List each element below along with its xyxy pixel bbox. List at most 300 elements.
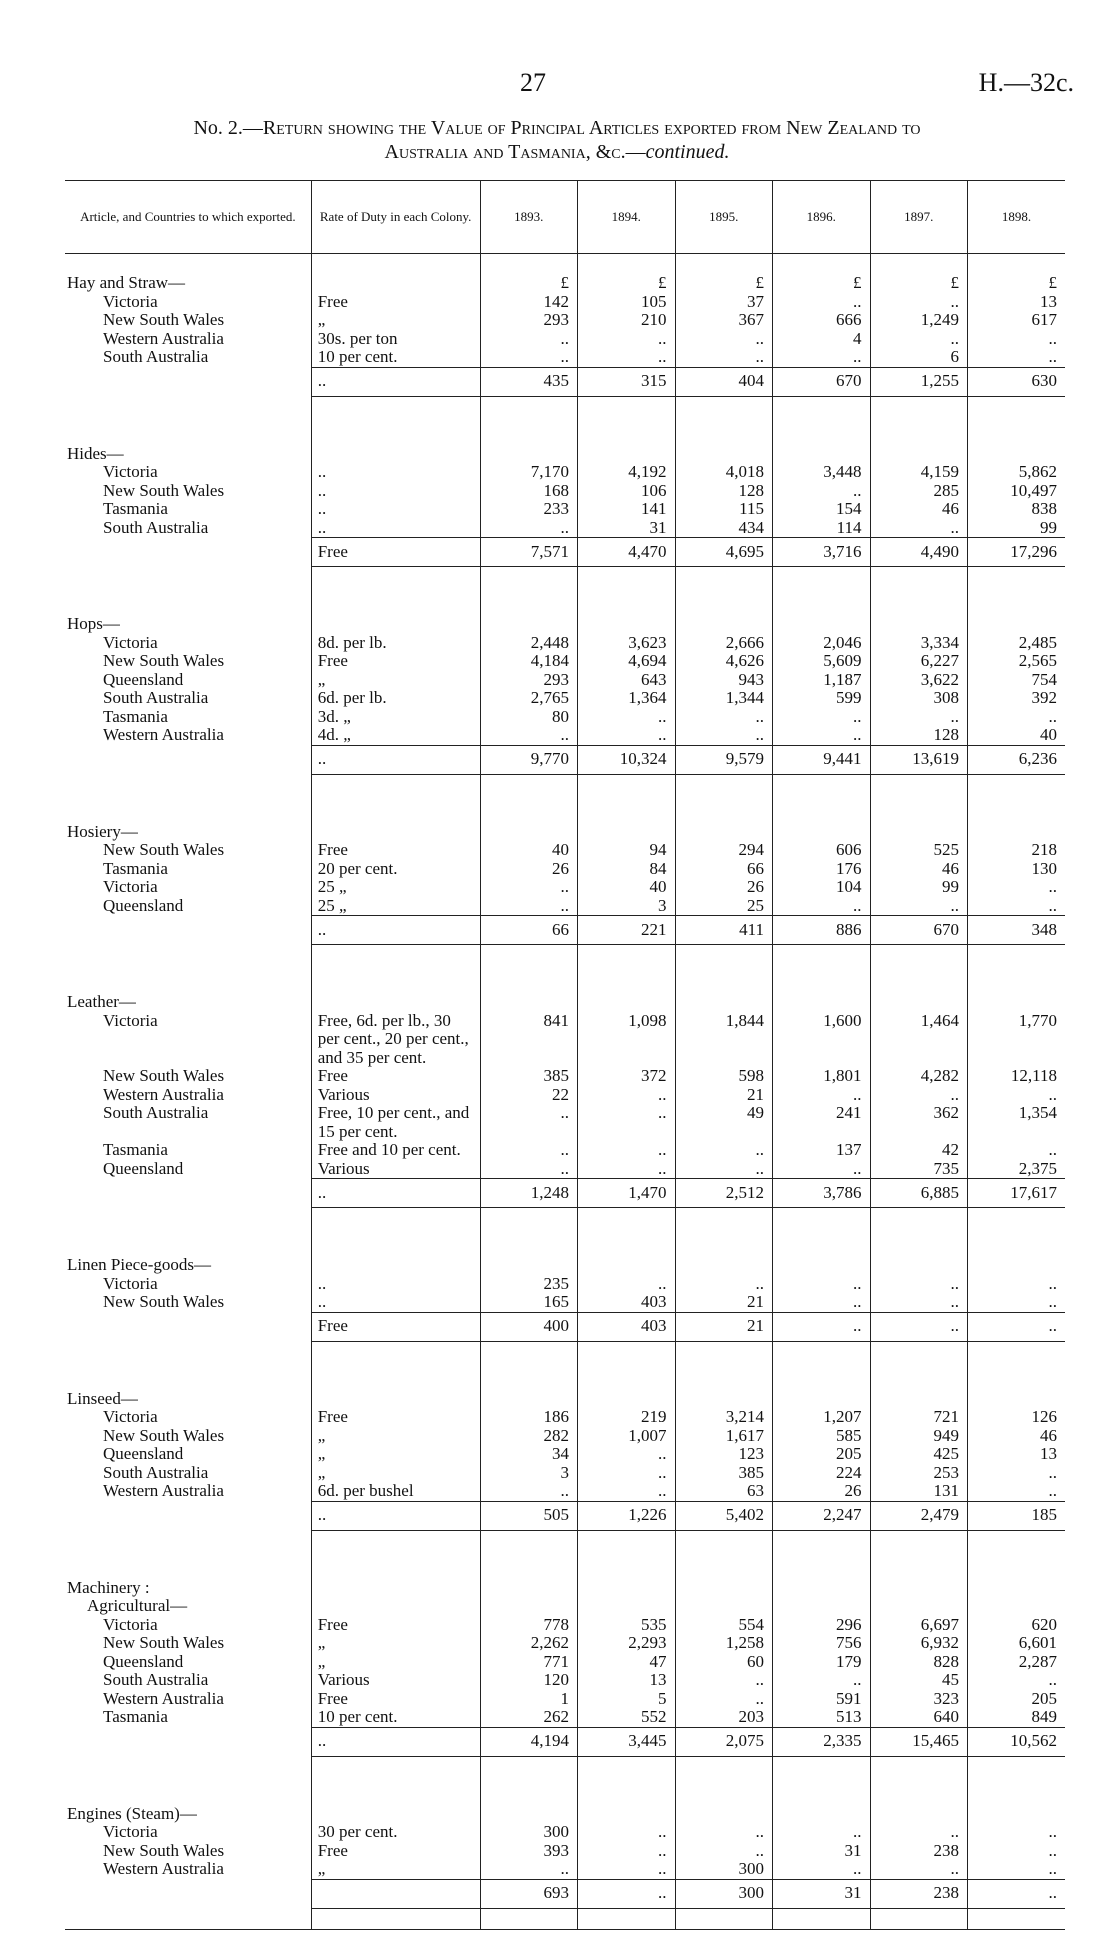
currency-cell: £ bbox=[675, 274, 772, 293]
value-cell: 2,046 bbox=[773, 634, 870, 653]
table-row bbox=[65, 1464, 1065, 1483]
total-rate: .. bbox=[311, 745, 480, 774]
table-row bbox=[65, 293, 1065, 312]
value-cell: 6,601 bbox=[967, 1634, 1065, 1653]
spacer-cell bbox=[870, 567, 967, 616]
total-label bbox=[65, 1727, 311, 1756]
value-cell: 666 bbox=[773, 311, 870, 330]
duty-rate: 25 „ bbox=[311, 897, 480, 916]
duty-rate: 30 per cent. bbox=[311, 1823, 480, 1842]
spacer-cell bbox=[675, 1341, 772, 1390]
spacer-cell bbox=[578, 774, 675, 823]
total-value: 2,247 bbox=[773, 1501, 870, 1530]
value-cell: 142 bbox=[480, 293, 577, 312]
total-value: 670 bbox=[870, 916, 967, 945]
value-cell: 6,697 bbox=[870, 1616, 967, 1635]
table-row bbox=[65, 671, 1065, 690]
value-cell: .. bbox=[870, 519, 967, 538]
value-cell: .. bbox=[578, 1104, 675, 1141]
value-cell: .. bbox=[675, 1690, 772, 1709]
value-cell: 210 bbox=[578, 311, 675, 330]
spacer-cell bbox=[870, 396, 967, 445]
value-cell: 3,623 bbox=[578, 634, 675, 653]
value-cell bbox=[675, 1805, 772, 1824]
table-body bbox=[65, 254, 1065, 1930]
value-cell: 141 bbox=[578, 500, 675, 519]
spacer-cell bbox=[773, 1208, 870, 1257]
table-row bbox=[65, 1597, 1065, 1616]
spacer-cell bbox=[675, 945, 772, 994]
header-year: 1897. bbox=[870, 181, 967, 254]
value-cell: .. bbox=[480, 878, 577, 897]
value-cell: 385 bbox=[675, 1464, 772, 1483]
spacer-cell bbox=[65, 774, 311, 823]
spacer-cell bbox=[65, 1341, 311, 1390]
table-row bbox=[65, 567, 1065, 616]
value-cell: 585 bbox=[773, 1427, 870, 1446]
value-cell bbox=[870, 1390, 967, 1409]
value-cell: 754 bbox=[967, 671, 1065, 690]
duty-rate: 6d. per bushel bbox=[311, 1482, 480, 1501]
title-line-2: Australia and Tasmania, &c.— bbox=[384, 141, 646, 163]
table-row bbox=[65, 945, 1065, 994]
total-value: 17,296 bbox=[967, 538, 1065, 567]
total-value: 9,441 bbox=[773, 745, 870, 774]
table-row bbox=[65, 1408, 1065, 1427]
table-row bbox=[65, 1805, 1065, 1824]
value-cell: 1,098 bbox=[578, 1012, 675, 1068]
value-cell: .. bbox=[480, 330, 577, 349]
table-row bbox=[65, 615, 1065, 634]
total-value: 315 bbox=[578, 367, 675, 396]
table-row bbox=[65, 1104, 1065, 1141]
value-cell: 63 bbox=[675, 1482, 772, 1501]
table-row bbox=[65, 1067, 1065, 1086]
value-cell bbox=[578, 823, 675, 842]
spacer-cell bbox=[870, 1341, 967, 1390]
rate-cell bbox=[311, 1805, 480, 1824]
header-year: 1894. bbox=[578, 181, 675, 254]
spacer-cell bbox=[311, 396, 480, 445]
value-cell: 40 bbox=[578, 878, 675, 897]
value-cell: 49 bbox=[675, 1104, 772, 1141]
table-row bbox=[65, 878, 1065, 897]
spacer-cell bbox=[675, 254, 772, 275]
value-cell: .. bbox=[675, 708, 772, 727]
table-row bbox=[65, 1530, 1065, 1579]
total-value: 670 bbox=[773, 367, 870, 396]
total-rate: Free bbox=[311, 538, 480, 567]
value-cell: .. bbox=[870, 1275, 967, 1294]
value-cell bbox=[773, 1579, 870, 1598]
value-cell bbox=[675, 1597, 772, 1616]
subsection-name: Agricultural— bbox=[87, 1596, 188, 1615]
value-cell bbox=[773, 1390, 870, 1409]
value-cell: 3 bbox=[578, 897, 675, 916]
section-name: Hides— bbox=[67, 443, 124, 463]
section-name: Hosiery— bbox=[67, 821, 138, 841]
header-year: 1898. bbox=[967, 181, 1065, 254]
value-cell: 31 bbox=[773, 1842, 870, 1861]
country-name: Tasmania bbox=[103, 1140, 168, 1159]
value-cell bbox=[773, 1256, 870, 1275]
table-row bbox=[65, 1842, 1065, 1861]
total-value: 10,562 bbox=[967, 1727, 1065, 1756]
value-cell: .. bbox=[480, 1482, 577, 1501]
value-cell bbox=[480, 823, 577, 842]
value-cell: 3,214 bbox=[675, 1408, 772, 1427]
value-cell: 176 bbox=[773, 860, 870, 879]
value-cell bbox=[967, 823, 1065, 842]
value-cell: 137 bbox=[773, 1141, 870, 1160]
value-cell: 6,227 bbox=[870, 652, 967, 671]
table-row bbox=[65, 1756, 1065, 1805]
value-cell: 643 bbox=[578, 671, 675, 690]
rate-cell bbox=[311, 615, 480, 634]
value-cell: .. bbox=[578, 1445, 675, 1464]
value-cell: 40 bbox=[967, 726, 1065, 745]
value-cell: 26 bbox=[773, 1482, 870, 1501]
table-row bbox=[65, 689, 1065, 708]
value-cell: .. bbox=[675, 1160, 772, 1179]
value-cell: 131 bbox=[870, 1482, 967, 1501]
value-cell: .. bbox=[967, 1482, 1065, 1501]
value-cell: 620 bbox=[967, 1616, 1065, 1635]
value-cell: 66 bbox=[675, 860, 772, 879]
country-name: New South Wales bbox=[103, 1292, 225, 1311]
value-cell bbox=[578, 993, 675, 1012]
spacer-cell bbox=[578, 1341, 675, 1390]
value-cell: 771 bbox=[480, 1653, 577, 1672]
country-name: Victoria bbox=[103, 1273, 158, 1293]
value-cell bbox=[578, 1579, 675, 1598]
country-name: New South Wales bbox=[103, 310, 225, 329]
spacer-cell bbox=[870, 1208, 967, 1257]
header-year: 1895. bbox=[675, 181, 772, 254]
duty-rate: „ bbox=[311, 1634, 480, 1653]
table-row bbox=[65, 1445, 1065, 1464]
spacer-cell bbox=[773, 1756, 870, 1805]
spacer-cell bbox=[870, 254, 967, 275]
value-cell: .. bbox=[967, 708, 1065, 727]
value-cell: .. bbox=[870, 708, 967, 727]
value-cell: 179 bbox=[773, 1653, 870, 1672]
value-cell: .. bbox=[675, 726, 772, 745]
value-cell: 21 bbox=[675, 1086, 772, 1105]
value-cell bbox=[675, 615, 772, 634]
country-name: Queensland bbox=[103, 895, 184, 915]
value-cell: .. bbox=[967, 1275, 1065, 1294]
value-cell: 34 bbox=[480, 1445, 577, 1464]
value-cell: 4,694 bbox=[578, 652, 675, 671]
spacer-cell bbox=[967, 396, 1065, 445]
value-cell: .. bbox=[675, 348, 772, 367]
value-cell: .. bbox=[578, 348, 675, 367]
duty-rate: 30s. per ton bbox=[311, 330, 480, 349]
table-row bbox=[65, 1579, 1065, 1598]
value-cell: 2,293 bbox=[578, 1634, 675, 1653]
spacer-cell bbox=[311, 774, 480, 823]
total-value: 4,470 bbox=[578, 538, 675, 567]
value-cell: .. bbox=[773, 1086, 870, 1105]
value-cell: 1,207 bbox=[773, 1408, 870, 1427]
value-cell: 46 bbox=[967, 1427, 1065, 1446]
value-cell: 1,258 bbox=[675, 1634, 772, 1653]
value-cell: 828 bbox=[870, 1653, 967, 1672]
value-cell: 123 bbox=[675, 1445, 772, 1464]
value-cell: 262 bbox=[480, 1708, 577, 1727]
spacer-cell bbox=[311, 1756, 480, 1805]
value-cell: 2,448 bbox=[480, 634, 577, 653]
value-cell: .. bbox=[870, 1860, 967, 1879]
value-cell bbox=[870, 1579, 967, 1598]
total-value: 3,445 bbox=[578, 1727, 675, 1756]
table-row bbox=[65, 841, 1065, 860]
duty-rate: .. bbox=[311, 519, 480, 538]
value-cell: .. bbox=[773, 293, 870, 312]
value-cell: 205 bbox=[773, 1445, 870, 1464]
country-name: Victoria bbox=[103, 632, 158, 652]
total-value: .. bbox=[967, 1879, 1065, 1908]
total-value: 3,716 bbox=[773, 538, 870, 567]
value-cell bbox=[967, 1579, 1065, 1598]
value-cell: 385 bbox=[480, 1067, 577, 1086]
end-cell bbox=[578, 1908, 675, 1929]
table-title bbox=[0, 116, 1114, 164]
table-row bbox=[65, 1293, 1065, 1312]
value-cell bbox=[967, 1390, 1065, 1409]
value-cell: 1,344 bbox=[675, 689, 772, 708]
spacer-cell bbox=[578, 1756, 675, 1805]
rate-cell bbox=[311, 823, 480, 842]
value-cell: 106 bbox=[578, 482, 675, 501]
value-cell: .. bbox=[578, 1464, 675, 1483]
spacer-cell bbox=[773, 396, 870, 445]
value-cell: 115 bbox=[675, 500, 772, 519]
table-row bbox=[65, 916, 1065, 945]
value-cell bbox=[578, 445, 675, 464]
country-name: Tasmania bbox=[103, 1707, 168, 1726]
value-cell: 3 bbox=[480, 1464, 577, 1483]
value-cell: 4,184 bbox=[480, 652, 577, 671]
spacer-cell bbox=[480, 1208, 577, 1257]
total-value: 4,695 bbox=[675, 538, 772, 567]
table-row bbox=[65, 1312, 1065, 1341]
table-row bbox=[65, 823, 1065, 842]
spacer-cell bbox=[65, 396, 311, 445]
table-row bbox=[65, 445, 1065, 464]
section-name: Hay and Straw— bbox=[67, 273, 186, 292]
country-name: Tasmania bbox=[103, 858, 168, 878]
total-label bbox=[65, 367, 311, 396]
duty-rate: Free bbox=[311, 1690, 480, 1709]
value-cell: .. bbox=[967, 878, 1065, 897]
value-cell bbox=[773, 1805, 870, 1824]
value-cell: 1,600 bbox=[773, 1012, 870, 1068]
value-cell: 104 bbox=[773, 878, 870, 897]
value-cell: 31 bbox=[578, 519, 675, 538]
table-row bbox=[65, 330, 1065, 349]
total-value: 2,512 bbox=[675, 1179, 772, 1208]
value-cell: 2,485 bbox=[967, 634, 1065, 653]
header-rate: Rate of Duty in each Colony. bbox=[311, 181, 480, 254]
country-name: South Australia bbox=[103, 517, 209, 537]
total-rate: Free bbox=[311, 1312, 480, 1341]
value-cell bbox=[480, 1597, 577, 1616]
value-cell: 6 bbox=[870, 348, 967, 367]
value-cell: .. bbox=[773, 897, 870, 916]
total-value: 886 bbox=[773, 916, 870, 945]
table-row bbox=[65, 538, 1065, 567]
value-cell: 535 bbox=[578, 1616, 675, 1635]
currency-cell: £ bbox=[967, 274, 1065, 293]
table-row bbox=[65, 860, 1065, 879]
total-value: 505 bbox=[480, 1501, 577, 1530]
total-value: 630 bbox=[967, 367, 1065, 396]
value-cell: 238 bbox=[870, 1842, 967, 1861]
value-cell bbox=[870, 615, 967, 634]
country-name: Victoria bbox=[103, 1614, 158, 1634]
value-cell bbox=[773, 823, 870, 842]
value-cell: 154 bbox=[773, 500, 870, 519]
value-cell: 949 bbox=[870, 1427, 967, 1446]
value-cell: .. bbox=[870, 330, 967, 349]
total-label bbox=[65, 1501, 311, 1530]
spacer-cell bbox=[773, 254, 870, 275]
value-cell: 4,159 bbox=[870, 463, 967, 482]
value-cell: 1,249 bbox=[870, 311, 967, 330]
total-value: 6,885 bbox=[870, 1179, 967, 1208]
value-cell bbox=[870, 445, 967, 464]
spacer-cell bbox=[967, 567, 1065, 616]
value-cell: .. bbox=[773, 708, 870, 727]
spacer-cell bbox=[311, 254, 480, 275]
value-cell: 219 bbox=[578, 1408, 675, 1427]
value-cell bbox=[675, 1256, 772, 1275]
total-value: 31 bbox=[773, 1879, 870, 1908]
table-row bbox=[65, 254, 1065, 275]
table-row bbox=[65, 634, 1065, 653]
currency-cell: £ bbox=[773, 274, 870, 293]
rate-cell bbox=[311, 445, 480, 464]
table-row bbox=[65, 1908, 1065, 1929]
header-row bbox=[65, 181, 1065, 254]
value-cell: 26 bbox=[480, 860, 577, 879]
spacer-cell bbox=[773, 1341, 870, 1390]
value-cell: 6,932 bbox=[870, 1634, 967, 1653]
value-cell bbox=[870, 1597, 967, 1616]
page-number: 27 bbox=[520, 68, 546, 97]
table-row bbox=[65, 1879, 1065, 1908]
country-name: Western Australia bbox=[103, 1859, 224, 1878]
table-row bbox=[65, 708, 1065, 727]
total-value: 403 bbox=[578, 1312, 675, 1341]
country-name: Victoria bbox=[103, 1407, 158, 1426]
value-cell: .. bbox=[967, 1671, 1065, 1690]
value-cell: 84 bbox=[578, 860, 675, 879]
value-cell: 308 bbox=[870, 689, 967, 708]
spacer-cell bbox=[870, 774, 967, 823]
total-value: 238 bbox=[870, 1879, 967, 1908]
header-article: Article, and Countries to which exported. bbox=[65, 181, 311, 254]
total-label bbox=[65, 916, 311, 945]
value-cell: 294 bbox=[675, 841, 772, 860]
country-name: Victoria bbox=[103, 462, 158, 481]
value-cell: 46 bbox=[870, 500, 967, 519]
spacer-cell bbox=[311, 1208, 480, 1257]
spacer-cell bbox=[480, 1530, 577, 1579]
value-cell: 640 bbox=[870, 1708, 967, 1727]
value-cell: 1,364 bbox=[578, 689, 675, 708]
value-cell: 60 bbox=[675, 1653, 772, 1672]
currency-cell: £ bbox=[578, 274, 675, 293]
duty-rate: 3d. „ bbox=[311, 708, 480, 727]
total-rate: .. bbox=[311, 1179, 480, 1208]
value-cell: 4,192 bbox=[578, 463, 675, 482]
table-row bbox=[65, 652, 1065, 671]
value-cell: 372 bbox=[578, 1067, 675, 1086]
value-cell: .. bbox=[773, 1293, 870, 1312]
spacer-cell bbox=[480, 567, 577, 616]
value-cell: 285 bbox=[870, 482, 967, 501]
value-cell: 99 bbox=[967, 519, 1065, 538]
value-cell: 554 bbox=[675, 1616, 772, 1635]
table-row bbox=[65, 1179, 1065, 1208]
section-name: Machinery : bbox=[67, 1577, 150, 1597]
spacer-cell bbox=[578, 1208, 675, 1257]
country-name: Queensland bbox=[103, 1158, 184, 1178]
table-row bbox=[65, 1482, 1065, 1501]
value-cell: 838 bbox=[967, 500, 1065, 519]
value-cell: 218 bbox=[967, 841, 1065, 860]
value-cell: 4,018 bbox=[675, 463, 772, 482]
table-row bbox=[65, 1501, 1065, 1530]
value-cell: 5 bbox=[578, 1690, 675, 1709]
value-cell bbox=[480, 993, 577, 1012]
value-cell: .. bbox=[675, 1275, 772, 1294]
value-cell: 392 bbox=[967, 689, 1065, 708]
duty-rate: „ bbox=[311, 1653, 480, 1672]
total-value: 221 bbox=[578, 916, 675, 945]
value-cell: 94 bbox=[578, 841, 675, 860]
value-cell: .. bbox=[578, 1860, 675, 1879]
value-cell bbox=[675, 1579, 772, 1598]
rate-cell bbox=[311, 1390, 480, 1409]
value-cell: .. bbox=[480, 1860, 577, 1879]
value-cell bbox=[967, 445, 1065, 464]
total-value: .. bbox=[578, 1879, 675, 1908]
value-cell bbox=[967, 615, 1065, 634]
value-cell: .. bbox=[967, 348, 1065, 367]
total-value: 7,571 bbox=[480, 538, 577, 567]
total-rate: .. bbox=[311, 367, 480, 396]
table-row bbox=[65, 1141, 1065, 1160]
total-value: 1,470 bbox=[578, 1179, 675, 1208]
value-cell: 21 bbox=[675, 1293, 772, 1312]
value-cell: .. bbox=[870, 897, 967, 916]
duty-rate: Free bbox=[311, 1842, 480, 1861]
section-name: Linen Piece-goods— bbox=[67, 1255, 211, 1274]
value-cell: 5,862 bbox=[967, 463, 1065, 482]
country-name: Queensland bbox=[103, 669, 184, 689]
duty-rate: „ bbox=[311, 311, 480, 330]
value-cell: .. bbox=[967, 1860, 1065, 1879]
table-row bbox=[65, 1823, 1065, 1842]
duty-rate: Free bbox=[311, 1408, 480, 1427]
value-cell: .. bbox=[675, 1671, 772, 1690]
spacer-cell bbox=[578, 567, 675, 616]
section-name: Linseed— bbox=[67, 1388, 138, 1408]
